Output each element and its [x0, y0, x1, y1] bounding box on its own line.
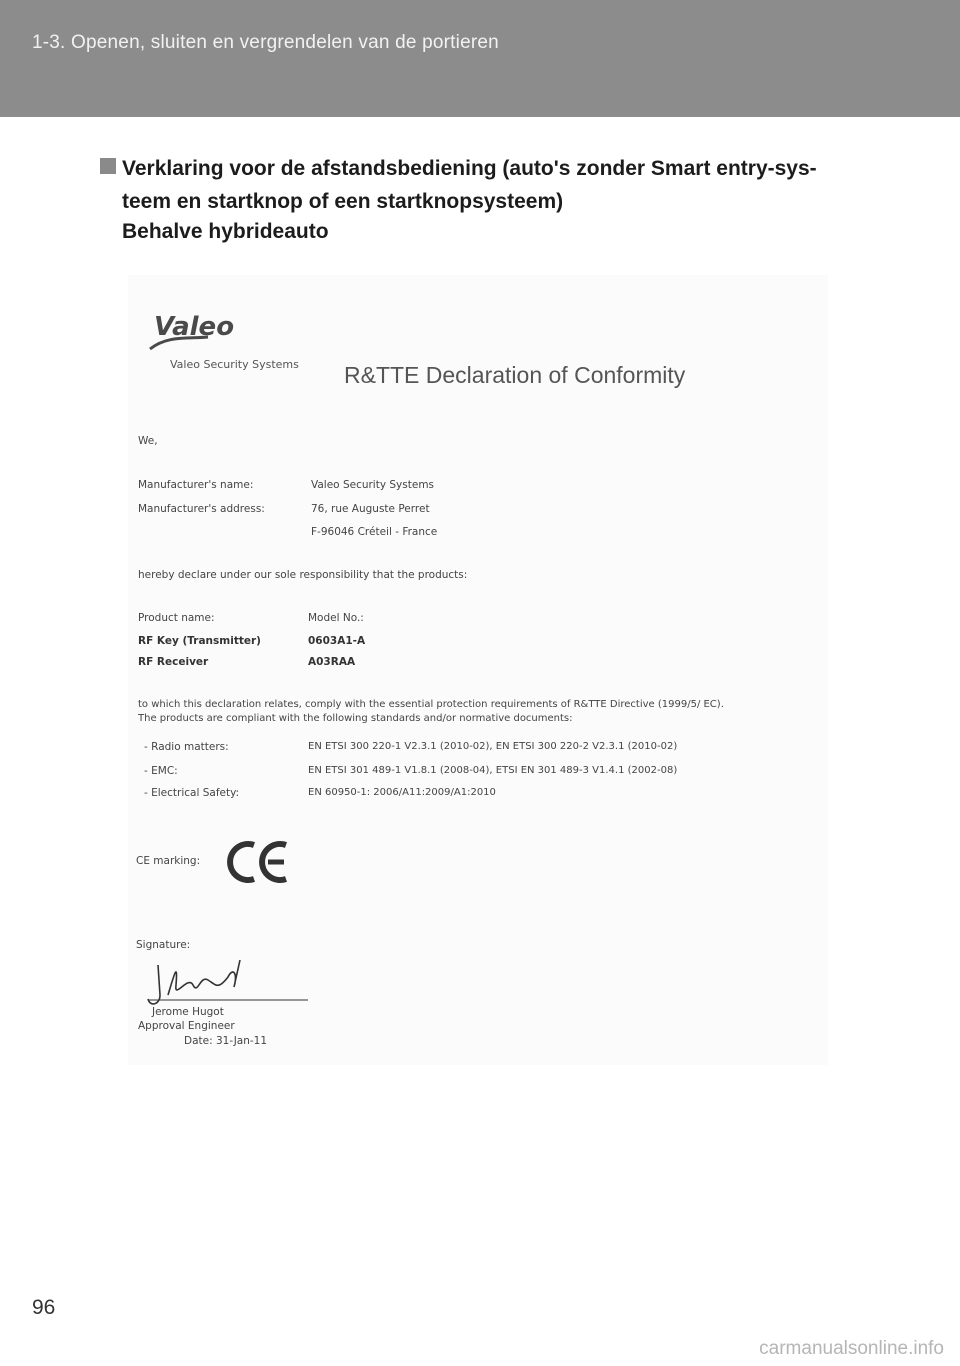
declaration-document-image	[128, 275, 828, 1065]
declare-text: hereby declare under our sole responsibility that the products:	[138, 569, 468, 581]
standard-value: EN ETSI 300 220-1 V2.3.1 (2010-02), EN ETSI 300 220-2 V2.3.1 (2010-02)	[308, 741, 678, 752]
manufacturer-name-label: Manufacturer's name:	[138, 479, 254, 491]
compliance-line1: to which this declaration relates, comply with the essential protection requirements of R&TTE Directive (1999/5/ EC).	[138, 699, 724, 710]
standard-value: EN 60950-1: 2006/A11:2009/A1:2010	[308, 787, 496, 798]
svg-text:Valeo: Valeo	[154, 312, 235, 342]
product-name: RF Key (Transmitter)	[138, 635, 261, 647]
section-heading-line2: teem en startknop of een startknopsysteem)	[122, 190, 564, 213]
page-number: 96	[32, 1296, 56, 1319]
section-heading-line1: Verklaring voor de afstandsbediening (auto's zonder Smart entry-sys-	[122, 157, 817, 180]
model-no-label: Model No.:	[308, 612, 364, 624]
signer-name: Jerome Hugot	[152, 1006, 224, 1018]
valeo-logo-icon	[148, 295, 268, 355]
section-heading-block	[100, 152, 860, 218]
standard-label: - EMC:	[144, 765, 178, 777]
we-text: We,	[138, 435, 158, 447]
signer-title: Approval Engineer	[138, 1020, 235, 1032]
standard-label: - Radio matters:	[144, 741, 229, 753]
valeo-logo	[148, 295, 299, 371]
product-model: A03RAA	[308, 656, 356, 668]
address-line1: 76, rue Auguste Perret	[311, 503, 430, 515]
section-heading	[122, 152, 860, 218]
ce-marking-label: CE marking:	[136, 855, 201, 867]
standard-label: - Electrical Safety:	[144, 787, 240, 799]
header-title: 1-3. Openen, sluiten en vergrendelen van de portieren	[32, 32, 499, 53]
product-model: 0603A1-A	[308, 635, 366, 647]
header-band	[0, 0, 960, 117]
declaration-date: Date: 31-Jan-11	[184, 1035, 268, 1047]
signature-label: Signature:	[136, 939, 191, 951]
address-line2: F-96046 Créteil - France	[311, 526, 438, 538]
ce-mark-icon	[224, 837, 294, 887]
manufacturer-address-label: Manufacturer's address:	[138, 503, 265, 515]
section-square-icon	[100, 158, 116, 174]
compliance-line2: The products are compliant with the following standards and/or normative documents:	[138, 713, 573, 724]
watermark-text: carmanualsonline.info	[759, 1338, 944, 1359]
declaration-title: R&TTE Declaration of Conformity	[344, 362, 686, 388]
subheading: Behalve hybrideauto	[122, 220, 329, 243]
product-name-label: Product name:	[138, 612, 215, 624]
product-name: RF Receiver	[138, 656, 209, 668]
manufacturer-name-value: Valeo Security Systems	[311, 479, 435, 491]
logo-subtitle: Valeo Security Systems	[170, 358, 299, 371]
standard-value: EN ETSI 301 489-1 V1.8.1 (2008-04), ETSI EN 301 489-3 V1.4.1 (2002-08)	[308, 765, 678, 776]
